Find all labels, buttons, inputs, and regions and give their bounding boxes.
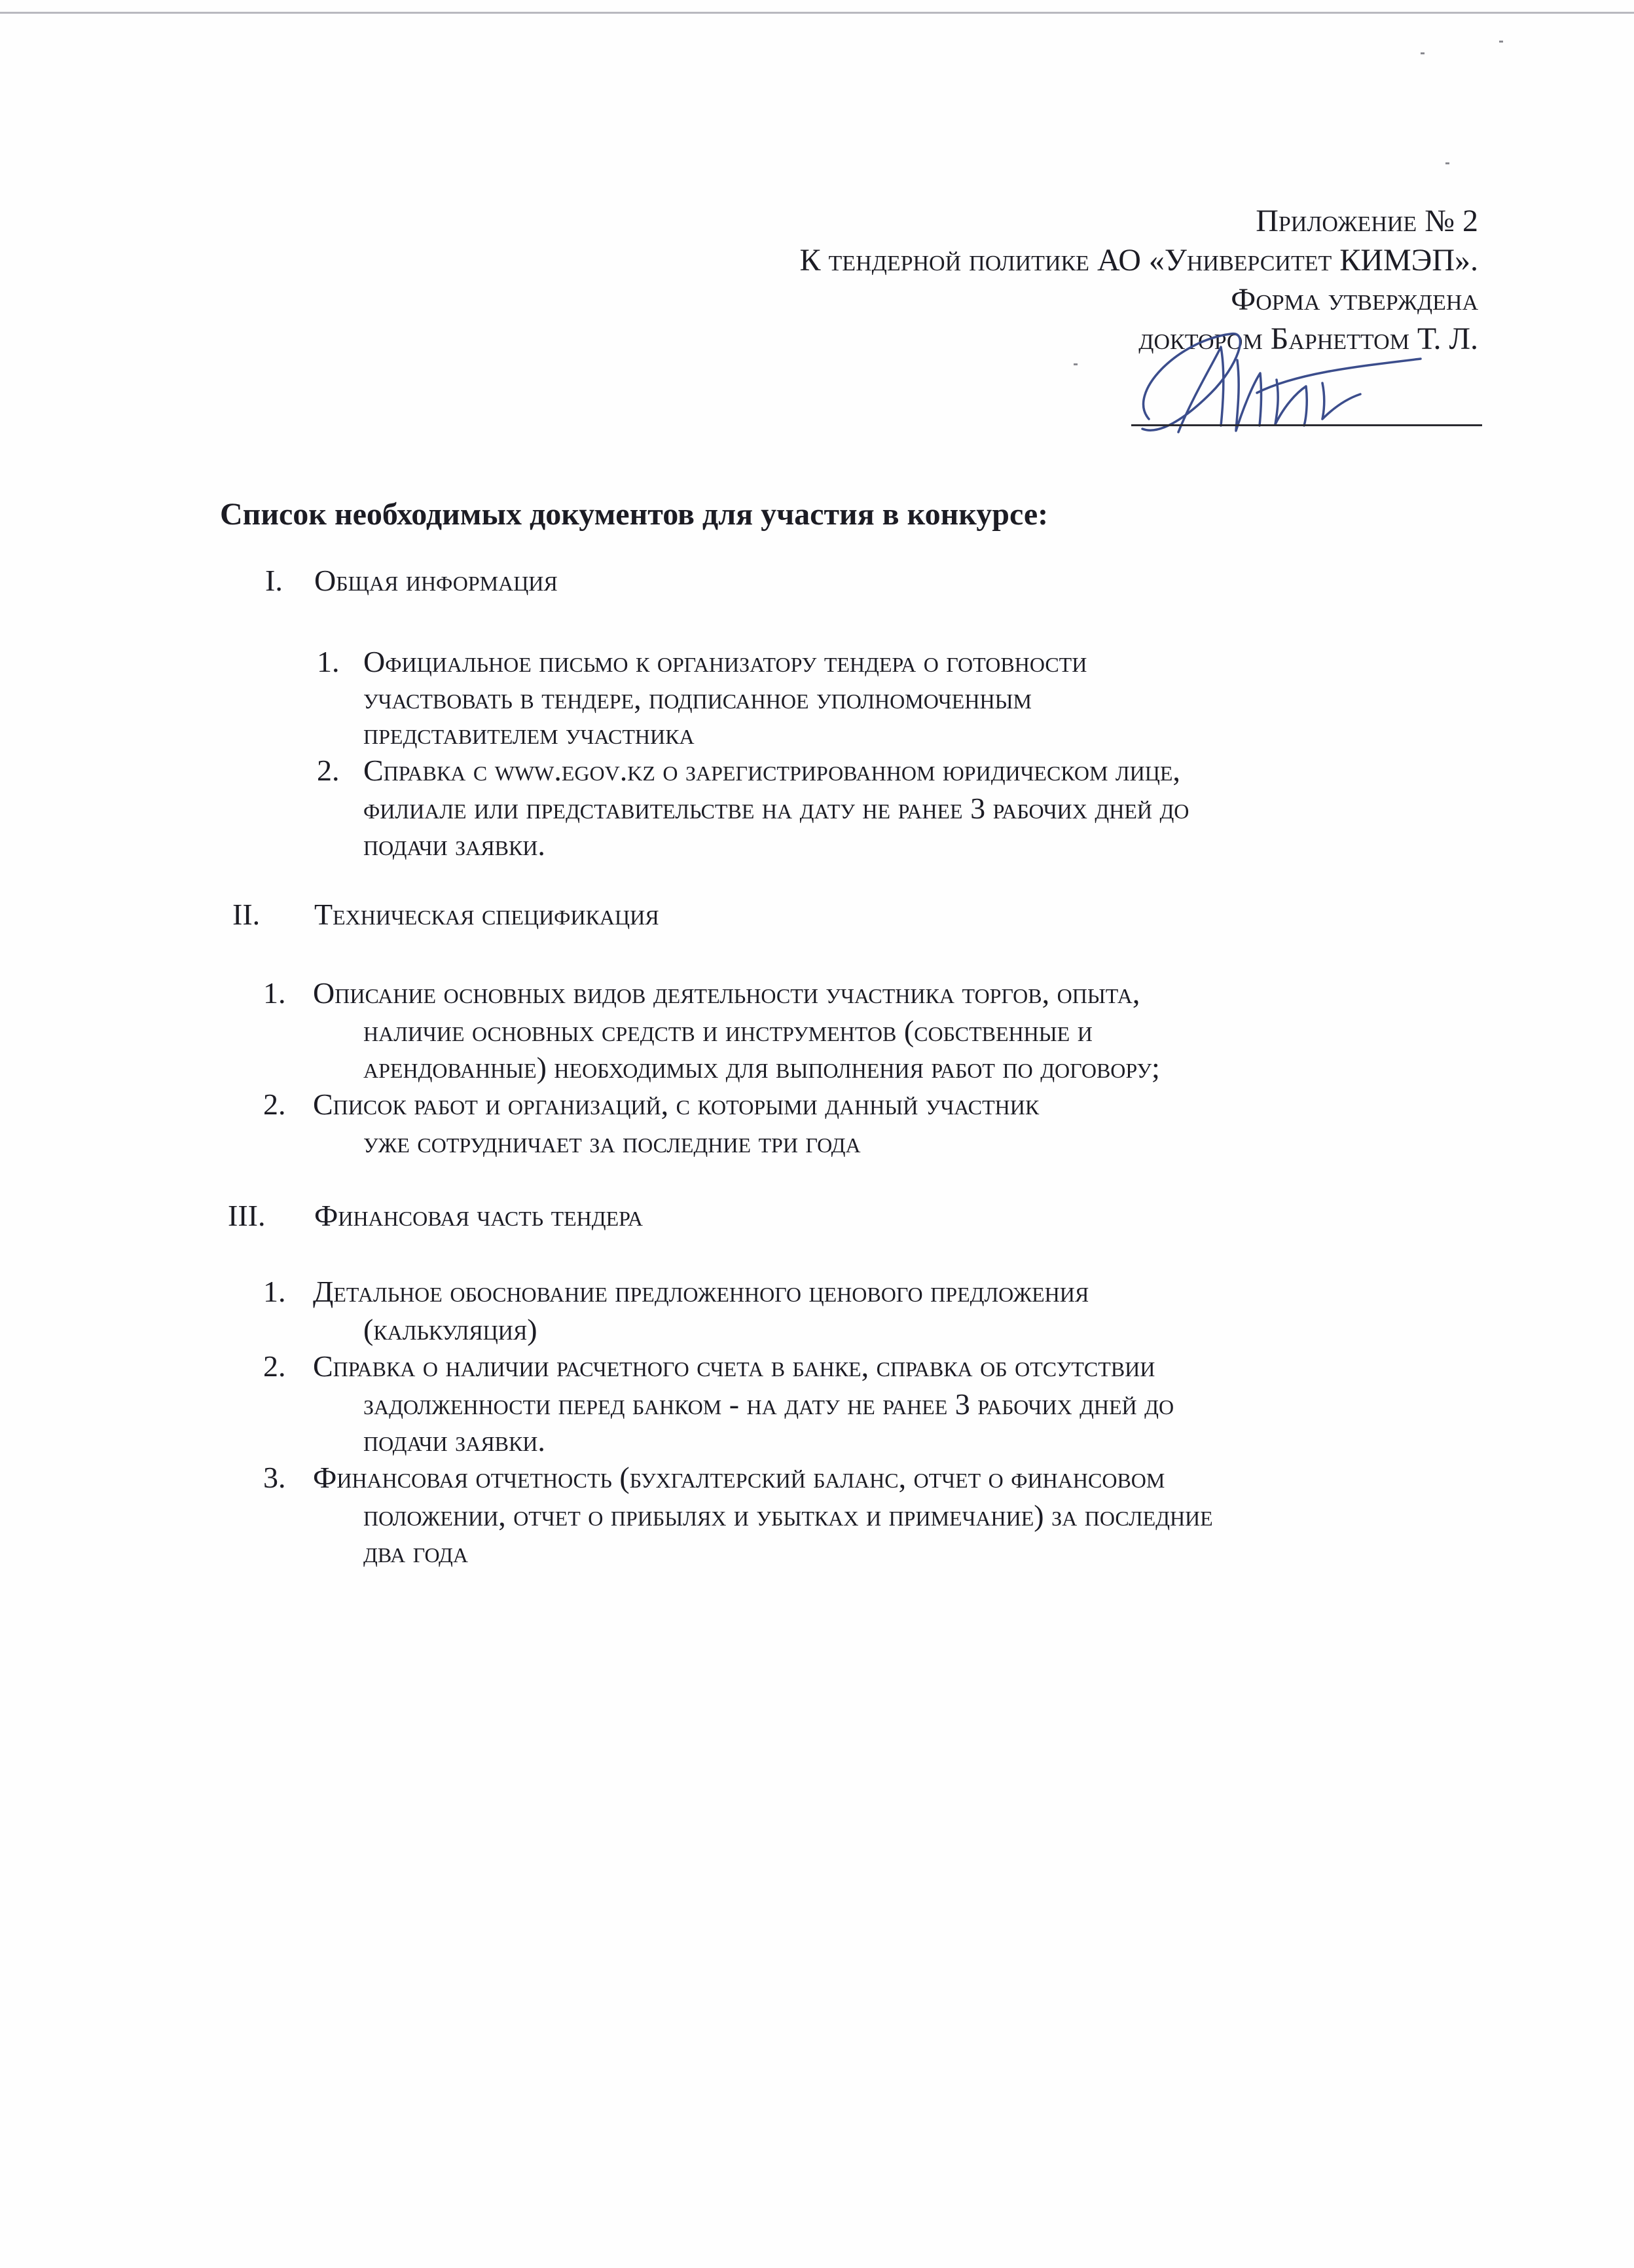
scan-speck [1499, 41, 1503, 43]
list-item-line: Список работ и организаций, с которыми данный участник [313, 1088, 1040, 1121]
list-item-number: 1. [317, 645, 340, 678]
header-approved-by: доктором Барнеттом Т. Л. [1138, 321, 1478, 356]
list-item-number: 2. [263, 1088, 286, 1121]
list-item-line: Описание основных видов деятельности участника торгов, опыта, [313, 976, 1140, 1010]
list-item-number: 2. [263, 1349, 286, 1383]
list-item-line: Справка о наличии расчетного счета в банке, справка об отсутствии [313, 1349, 1155, 1383]
scan-speck [1421, 52, 1425, 54]
list-item-number: 2. [317, 754, 340, 787]
document-title: Список необходимых документов для участия в конкурсе: [220, 497, 1049, 532]
section-title: Финансовая часть тендера [314, 1199, 643, 1232]
signature-line [1131, 424, 1482, 426]
list-item-line: наличие основных средств и инструментов (собственные и [363, 1014, 1093, 1048]
scan-speck [1445, 162, 1449, 164]
list-item-line: филиале или представительстве на дату не ранее 3 рабочих дней до [363, 792, 1189, 825]
header-tender-policy: К тендерной политике АО «Университет КИМЭП». [799, 243, 1478, 278]
list-item-line: участвовать в тендере, подписанное уполномоченным [363, 682, 1032, 715]
list-item-line: уже сотрудничает за последние три года [363, 1125, 861, 1159]
list-item-line: подачи заявки. [363, 1424, 545, 1457]
list-item-line: Официальное письмо к организатору тендера о готовности [363, 645, 1087, 678]
list-item-line: два года [363, 1535, 468, 1569]
list-item-line: Финансовая отчетность (бухгалтерский баланс, отчет о финансовом [313, 1461, 1165, 1494]
list-item-number: 1. [263, 976, 286, 1010]
list-item-line: (калькуляция) [363, 1313, 537, 1346]
section-title: Техническая спецификация [314, 898, 659, 931]
list-item-line: подачи заявки. [363, 828, 545, 862]
section-number: III. [228, 1199, 266, 1232]
list-item-line: арендованные) необходимых для выполнения работ по договору; [363, 1051, 1160, 1084]
header-appendix-number: Приложение № 2 [1256, 204, 1478, 238]
section-number: I. [265, 564, 283, 597]
section-title: Общая информация [314, 564, 558, 597]
list-item-line: представителем участника [363, 717, 695, 750]
scan-top-edge [0, 12, 1634, 14]
list-item-line: Справка с www.egov.kz о зарегистрированном юридическом лице, [363, 754, 1180, 787]
scan-speck [1074, 363, 1078, 365]
list-item-line: положении, отчет о прибылях и убытках и примечание) за последние [363, 1499, 1213, 1532]
section-number: II. [232, 898, 261, 931]
handwritten-signature [1080, 321, 1473, 471]
list-item-number: 1. [263, 1275, 286, 1308]
header-form-approved: Форма утверждена [1231, 282, 1478, 317]
list-item-line: Детальное обоснование предложенного ценового предложения [313, 1275, 1089, 1308]
list-item-number: 3. [263, 1461, 286, 1494]
list-item-line: задолженности перед банком - на дату не ранее 3 рабочих дней до [363, 1387, 1174, 1421]
